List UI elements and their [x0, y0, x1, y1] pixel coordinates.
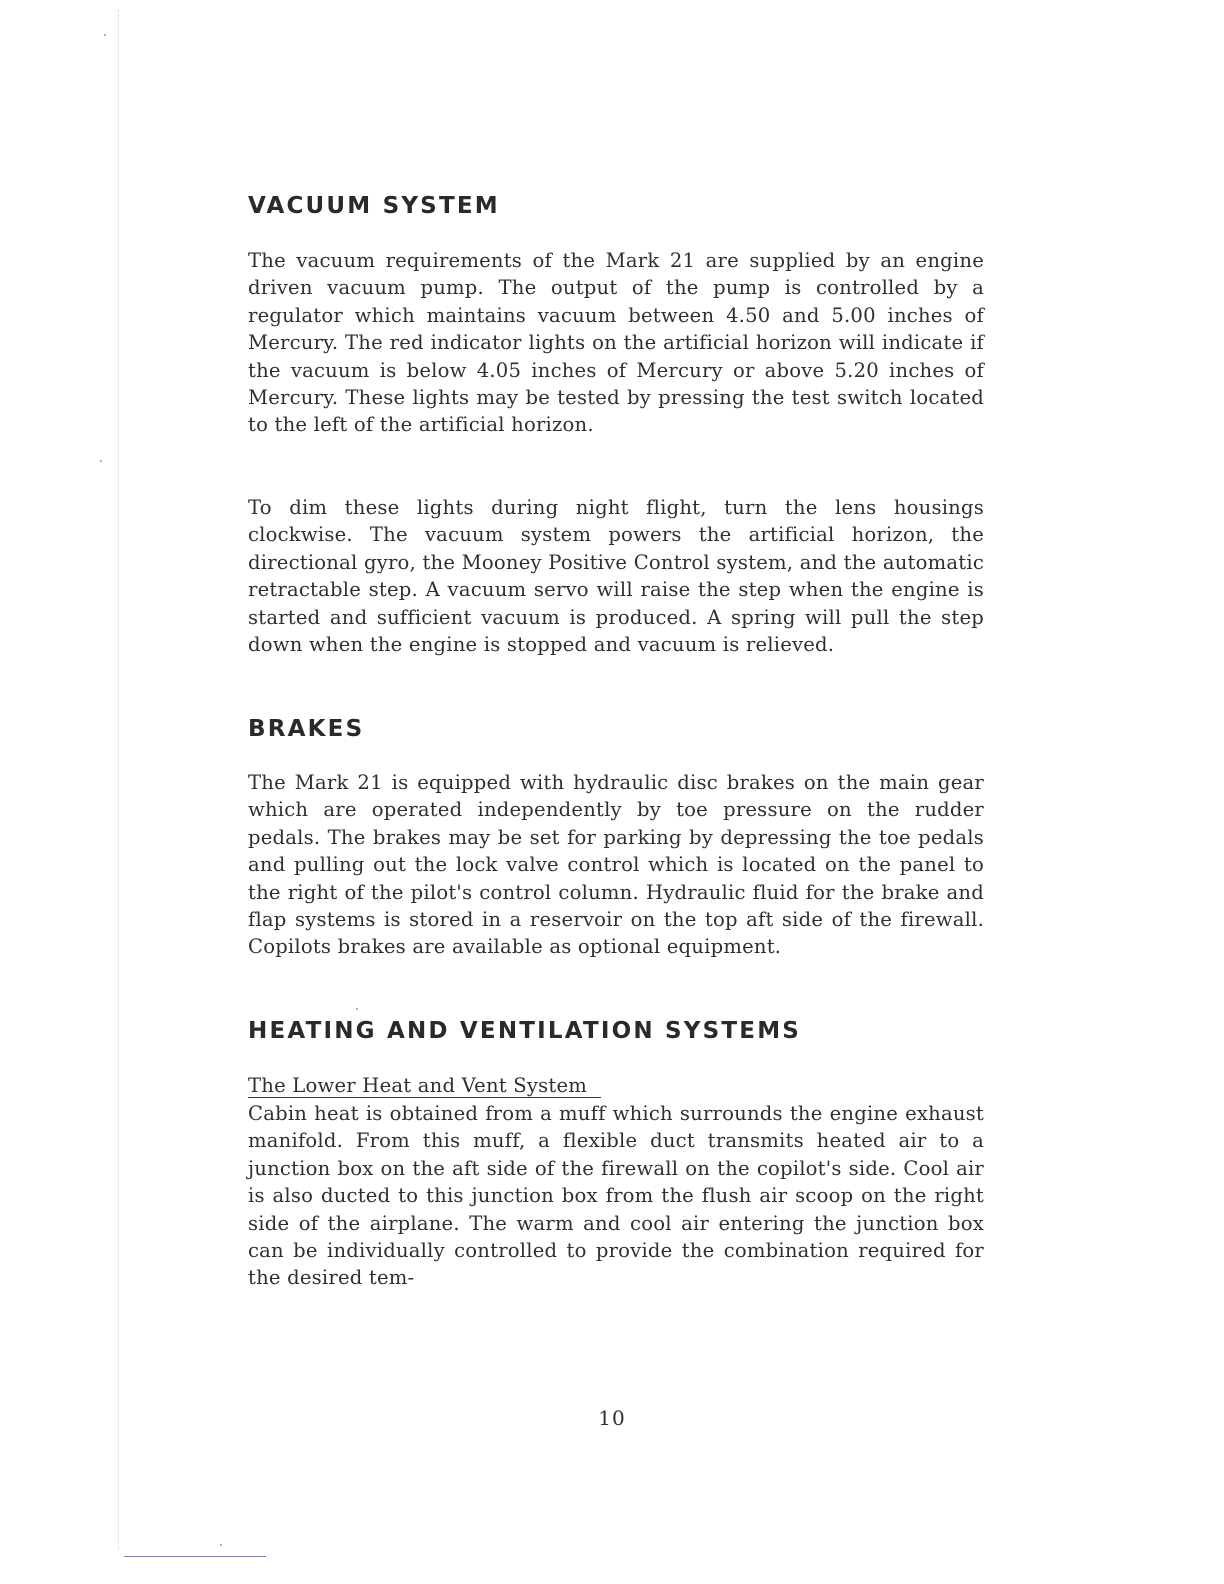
- scan-speck: [220, 1544, 222, 1546]
- heating-paragraph: Cabin heat is obtained from a muff which surrounds the engine exhaust manifold. From this muff, a flexible duct transmits heated air to a junction box on the aft side of the firewall on the copilot's side. Cool air is also ducted to this junction box from the flush air scoop on the right side of the airplane. The warm and cool air entering the junction box can be individually controlled to provide the combination required for the desired tem-: [248, 1102, 984, 1290]
- scan-speck: [104, 34, 106, 36]
- heating-paragraph-block: [248, 1100, 984, 1292]
- scan-speck: [356, 1008, 358, 1010]
- brakes-paragraph: The Mark 21 is equipped with hydraulic disc brakes on the main gear which are operated independently by toe pressure on the rudder pedals. The brakes may be set for parking by depressing the toe pedals and pulling out the lock valve control which is located on the panel to the right of the pilot's control column. Hydraulic fluid for the brake and flap systems is stored in a reservoir on the top aft side of the firewall. Copilots brakes are available as optional equipment.: [248, 771, 984, 959]
- vacuum-paragraph-1: The vacuum requirements of the Mark 21 are supplied by an engine driven vacuum pump. The output of the pump is controlled by a regulator which maintains vacuum between 4.50 and 5.00 inches of Mercury. The red indicator lights on the artificial horizon will indicate if the vacuum is below 4.05 inches of Mercury or above 5.20 inches of Mercury. These lights may be tested by pressing the test switch located to the left of the artificial horizon.: [248, 249, 984, 437]
- brakes-paragraph-block: [248, 769, 984, 961]
- heading-brakes: BRAKES: [248, 716, 365, 742]
- vacuum-paragraph-1-block: [248, 247, 984, 439]
- footer-rule: [124, 1556, 266, 1557]
- page-number: 10: [598, 1406, 626, 1430]
- heading-heating-ventilation: HEATING AND VENTILATION SYSTEMS: [248, 1018, 802, 1044]
- subheading-lower-heat-vent: [248, 1072, 601, 1099]
- scan-edge-line: [118, 10, 119, 1550]
- scan-speck: [100, 460, 102, 462]
- vacuum-paragraph-2-block: [248, 494, 984, 658]
- subheading-lower-heat-vent-text: The Lower Heat and Vent System: [248, 1074, 601, 1098]
- vacuum-paragraph-2: To dim these lights during night flight, turn the lens housings clockwise. The vacuum system powers the artificial horizon, the directional gyro, the Mooney Positive Control system, and the automatic retractable step. A vacuum servo will raise the step when the engine is started and sufficient vacuum is produced. A spring will pull the step down when the engine is stopped and vacuum is relieved.: [248, 496, 984, 657]
- heading-vacuum-system: VACUUM SYSTEM: [248, 193, 500, 219]
